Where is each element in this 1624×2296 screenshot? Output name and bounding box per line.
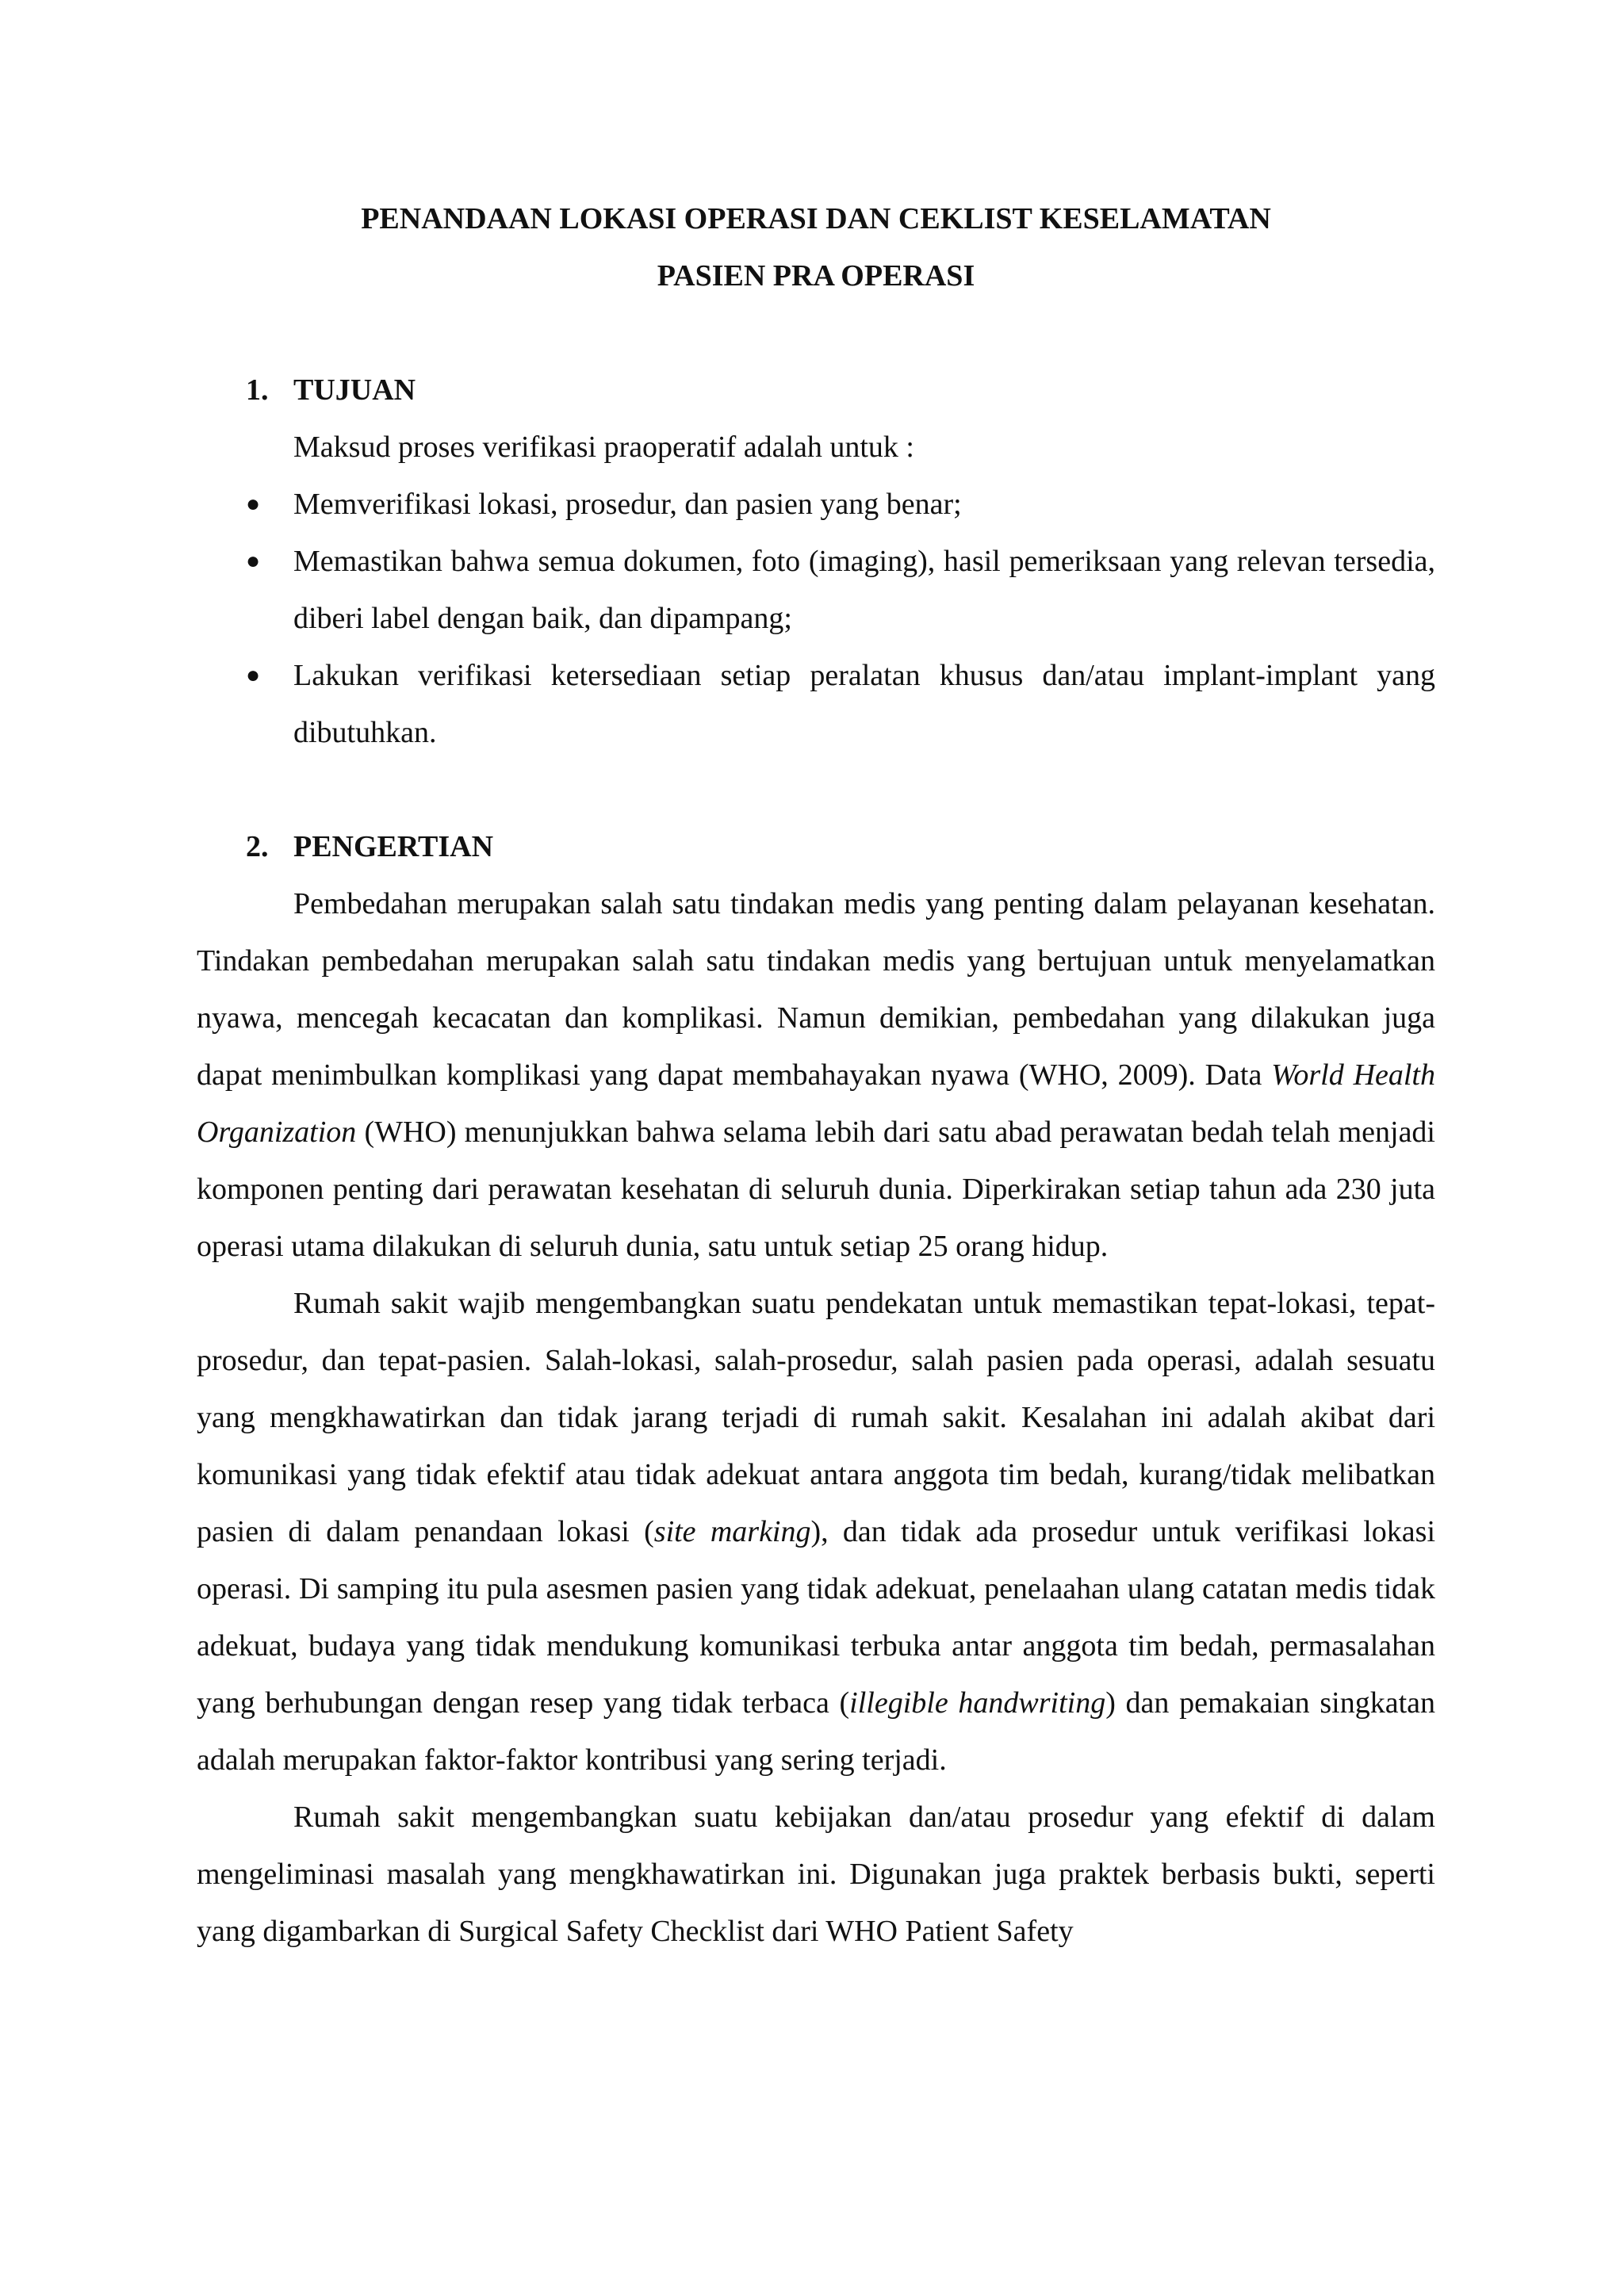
- list-item-text: Memastikan bahwa semua dokumen, foto (imaging), hasil pemeriksaan yang relevan tersedia, diberi label dengan baik, dan dipampang;: [293, 545, 1435, 635]
- section-number: 2.: [246, 830, 269, 863]
- document-title-line-2: PASIEN PRA OPERASI: [657, 259, 975, 293]
- paragraph-text: ) dan pemakaian singkatan adalah merupakan faktor-faktor kontribusi yang sering terjadi.: [197, 1686, 1436, 1777]
- section-number: 1.: [246, 373, 269, 407]
- tujuan-intro: Maksud proses verifikasi praoperatif adalah untuk :: [293, 430, 914, 464]
- bullet-icon: ●: [246, 491, 261, 517]
- spacer: [197, 761, 1435, 818]
- paragraph-text: ), dan tidak ada prosedur untuk verifikasi lokasi operasi. Di samping itu pula asesmen pasien yang tidak adekuat, penelaahan ulang catatan medis tidak adekuat, budaya yang tidak mendukung komunikasi terbuka antar anggota tim bedah, permasalahan yang berhubungan dengan resep yang tidak terbaca (: [197, 1515, 1435, 1720]
- section-tujuan: [197, 362, 1435, 761]
- spacer: [197, 304, 1435, 362]
- section-heading-pengertian: [197, 818, 1435, 875]
- list-item: [197, 533, 1435, 647]
- section-title: TUJUAN: [293, 373, 416, 407]
- paragraph-2: [197, 1275, 1435, 1789]
- paragraph-1: [197, 875, 1435, 1275]
- section-pengertian: [197, 818, 1435, 1960]
- document-page: [197, 190, 1435, 1960]
- paragraph-3: Rumah sakit mengembangkan suatu kebijakan dan/atau prosedur yang efektif di dalam mengeliminasi masalah yang mengkhawatirkan ini. Digunakan juga praktek berbasis bukti, seperti yang digambarkan di Surgical Safety Checklist dari WHO Patient Safety: [197, 1800, 1435, 1948]
- list-item: [197, 476, 1435, 533]
- paragraph-text: Rumah sakit wajib mengembangkan suatu pendekatan untuk memastikan tepat-lokasi, tepat-prosedur, dan tepat-pasien. Salah-lokasi, salah-prosedur, salah pasien pada operasi, adalah sesuatu yang mengkhawatirkan dan tidak jarang terjadi di rumah sakit. Kesalahan ini adalah akibat dari komunikasi yang tidak efektif atau tidak adekuat antara anggota tim bedah, kurang/tidak melibatkan pasien di dalam penandaan lokasi (: [197, 1287, 1435, 1548]
- list-item: [197, 647, 1435, 761]
- bullet-icon: ●: [246, 548, 261, 574]
- tujuan-bullet-list: [197, 476, 1435, 761]
- document-title-line-1: PENANDAAN LOKASI OPERASI DAN CEKLIST KESELAMATAN: [361, 202, 1271, 235]
- italic-term: site marking: [653, 1515, 811, 1548]
- section-title: PENGERTIAN: [293, 830, 494, 863]
- italic-term: World Health Organization: [197, 1058, 1435, 1149]
- paragraph-text: (WHO) menunjukkan bahwa selama lebih dari satu abad perawatan bedah telah menjadi komponen penting dari perawatan kesehatan di seluruh dunia. Diperkirakan setiap tahun ada 230 juta operasi utama dilakukan di seluruh dunia, satu untuk setiap 25 orang hidup.: [197, 1115, 1435, 1263]
- italic-term: illegible handwriting: [849, 1686, 1106, 1720]
- list-item-text: Memverifikasi lokasi, prosedur, dan pasien yang benar;: [293, 488, 962, 521]
- bullet-icon: ●: [246, 662, 261, 688]
- paragraph-text: Pembedahan merupakan salah satu tindakan medis yang penting dalam pelayanan kesehatan. Tindakan pembedahan merupakan salah satu tindakan medis yang bertujuan untuk menyelamatkan nyawa, mencegah kecacatan dan komplikasi. Namun demikian, pembedahan yang dilakukan juga dapat menimbulkan komplikasi yang dapat membahayakan nyawa (WHO, 2009). Data: [197, 887, 1435, 1092]
- list-item-text: Lakukan verifikasi ketersediaan setiap peralatan khusus dan/atau implant-implant yang dibutuhkan.: [293, 659, 1435, 749]
- section-heading-tujuan: [197, 362, 1435, 419]
